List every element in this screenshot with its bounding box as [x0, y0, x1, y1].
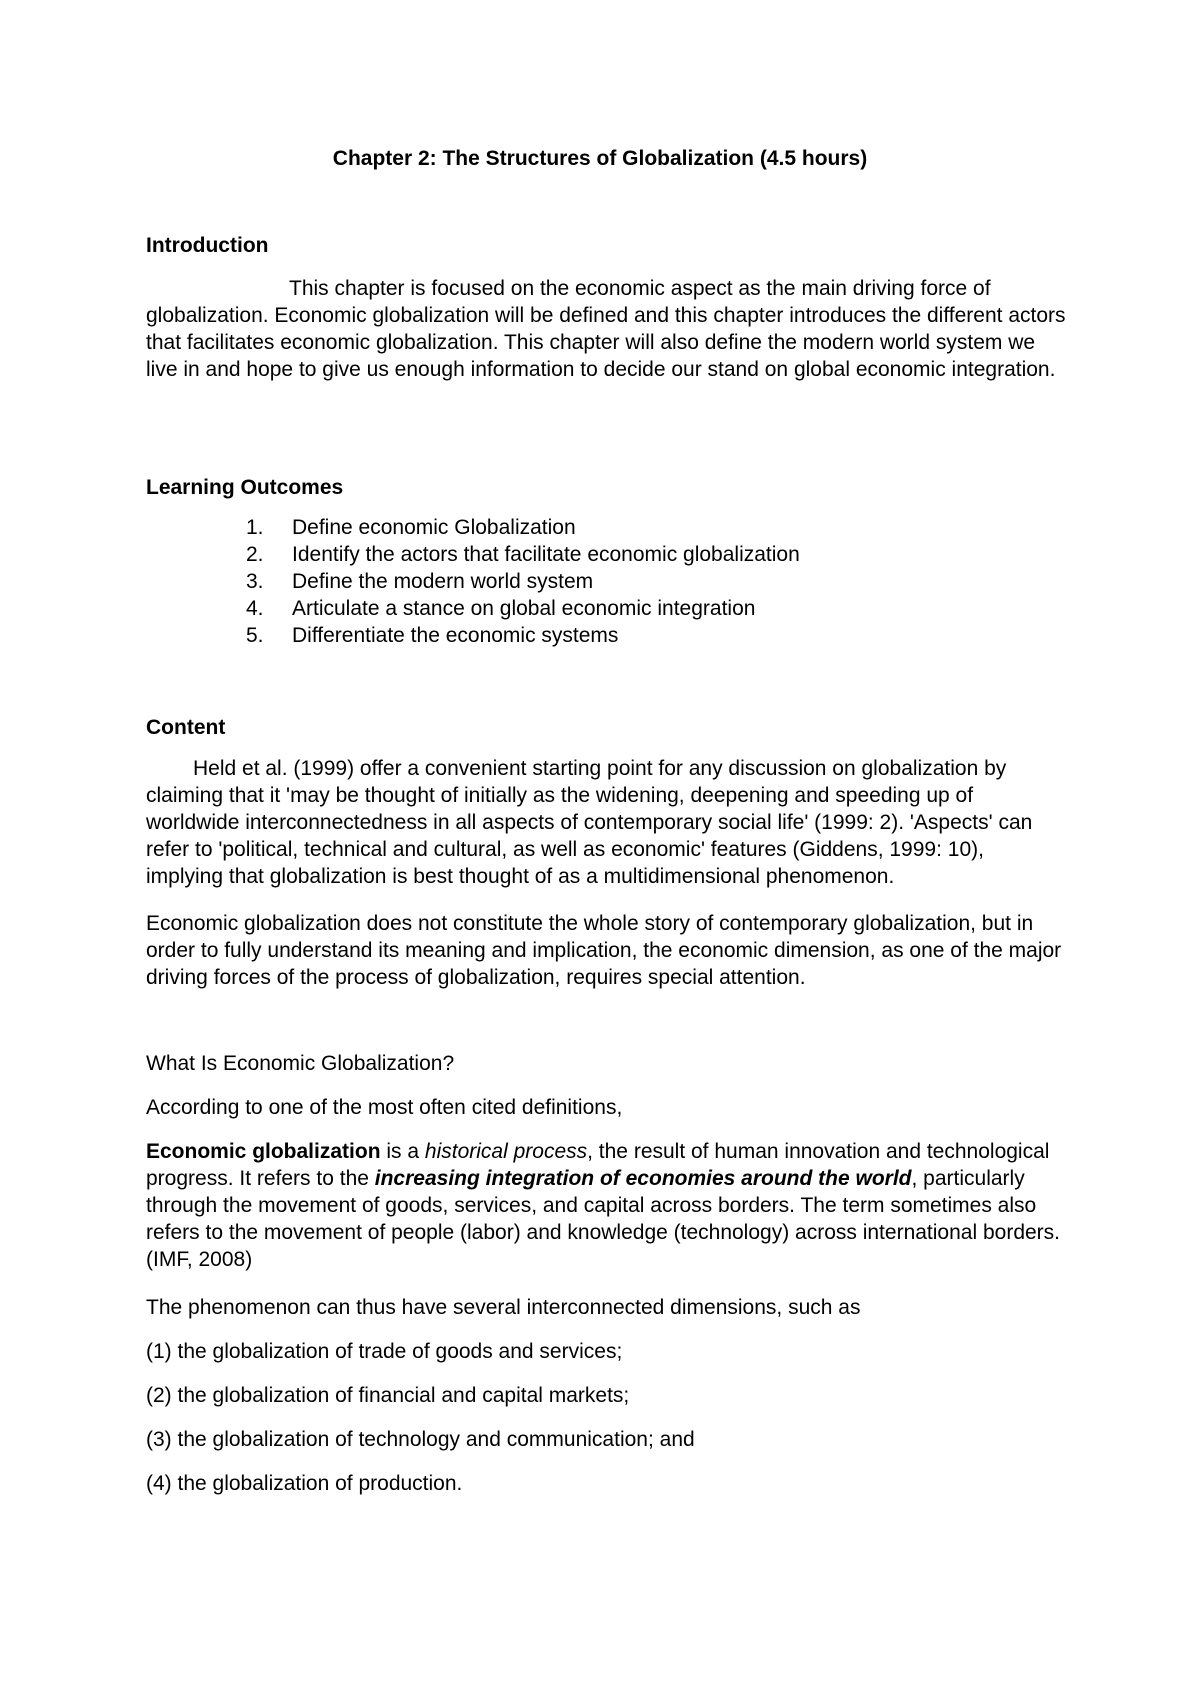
list-item — [246, 568, 1166, 595]
list-item — [246, 595, 1166, 622]
definition-process: historical process — [424, 1140, 588, 1163]
list-item-number: 3. — [246, 570, 264, 593]
list-item-number: 1. — [246, 516, 264, 539]
definition-lead: According to one of the most often cited definitions, — [146, 1096, 623, 1119]
introduction-paragraph — [146, 275, 1066, 383]
definition-middle: , the result of human innovation and technological progress. It refers to the — [146, 1140, 1050, 1190]
definition-paragraph — [146, 1138, 1066, 1273]
content-paragraph-1-text: Held et al. (1999) offer a convenient starting point for any discussion on globalization by claiming that it 'may be thought of initially as the widening, deepening and speeding up of worldwide interconnectedness in all aspects of contemporary social life' (1999: 2). 'Aspects' can refer to 'political, technical and cultural, as well as economic' features (Giddens, 1999: 10), implying that globalization is best thought of as a multidimensional phenomenon. — [146, 757, 1033, 888]
content-paragraph-1 — [146, 755, 1066, 890]
list-item — [246, 514, 1166, 541]
introduction-text: This chapter is focused on the economic aspect as the main driving force of globalization. Economic globalization will be defined and this chapter introduces the different actors that facilitates economic globalization. This chapter will also define the modern world system we live in and hope to give us enough information to decide our stand on global economic integration. — [146, 277, 1066, 381]
list-item — [246, 622, 1166, 649]
learning-outcomes-list — [246, 514, 1166, 649]
list-item-number: 2. — [246, 543, 264, 566]
content-paragraph-2: Economic globalization does not constitute the whole story of contemporary globalization, but in order to fully understand its meaning and implication, the economic dimension, as one of the major driving forces of the process of globalization, requires special attention. — [146, 912, 1062, 989]
dimension-item-3: (3) the globalization of technology and communication; and — [146, 1428, 695, 1451]
dimension-item-1: (1) the globalization of trade of goods and services; — [146, 1340, 623, 1363]
introduction-heading: Introduction — [146, 234, 269, 257]
definition-rest: , particularly through the movement of goods, services, and capital across borders. The term sometimes also refers to the movement of people (labor) and knowledge (technology) across international borders. (IMF, 2008) — [146, 1167, 1061, 1271]
list-item-number: 4. — [246, 597, 264, 620]
list-item — [246, 541, 1166, 568]
definition-term: Economic globalization — [146, 1140, 381, 1163]
content-heading: Content — [146, 716, 226, 739]
list-item-text: Define the modern world system — [292, 570, 594, 593]
dimensions-lead: The phenomenon can thus have several interconnected dimensions, such as — [146, 1296, 861, 1319]
learning-outcomes-heading: Learning Outcomes — [146, 476, 344, 499]
page-title: Chapter 2: The Structures of Globalization (4.5 hours) — [332, 147, 868, 170]
list-item-text: Differentiate the economic systems — [292, 624, 619, 647]
list-item-text: Define economic Globalization — [292, 516, 576, 539]
list-item-text: Articulate a stance on global economic integration — [292, 597, 756, 620]
dimension-item-2: (2) the globalization of financial and capital markets; — [146, 1384, 630, 1407]
list-item-number: 5. — [246, 624, 264, 647]
definition-connector: is a — [380, 1140, 425, 1163]
dimension-item-4: (4) the globalization of production. — [146, 1472, 463, 1495]
list-item-text: Identify the actors that facilitate economic globalization — [292, 543, 800, 566]
section-question: What Is Economic Globalization? — [146, 1052, 455, 1075]
definition-emphasis: increasing integration of economies around the world — [374, 1167, 912, 1190]
